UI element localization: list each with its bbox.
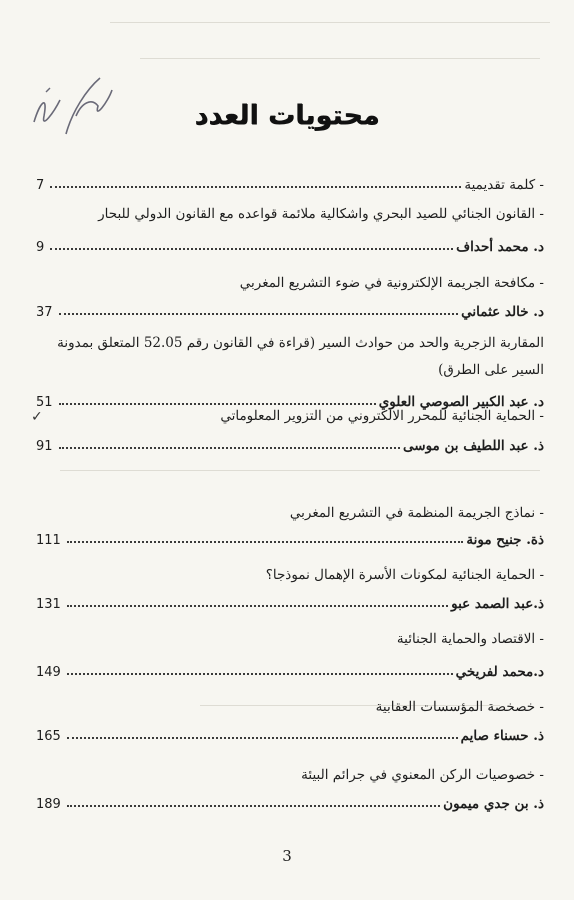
bleed-through-line (140, 58, 540, 59)
toc-entry-row (36, 658, 544, 680)
dot-leader (67, 541, 464, 543)
toc-entry-title: - مكافحة الجريمة الإلكترونية في ضوء التشريع المغربي (239, 275, 544, 291)
toc-page-number: 7 (36, 178, 45, 193)
dot-leader (67, 805, 440, 807)
dot-leader (50, 248, 453, 250)
page-number: 3 (282, 847, 292, 865)
toc-entry-author: ذ. حسناء صايم (460, 728, 544, 744)
toc-entry-row (36, 432, 544, 454)
toc-entry-author: ذ. بن جدي ميمون (443, 796, 544, 812)
toc-entry-author: د. محمد أحداف (456, 239, 544, 255)
toc-page-number: 149 (36, 665, 61, 680)
toc-entry-author: ذة. جنيح مونة (466, 532, 544, 548)
toc-entry-author: د. عبد الكبير الصوصي العلوي (378, 394, 544, 410)
toc-entry-title: - كلمة تقديمية (464, 177, 544, 193)
page-title: محتويات العدد (194, 100, 380, 131)
toc-page-number: 51 (36, 395, 53, 410)
toc-entry-title: المقاربة الزجرية والحد من حوادث السير (قراءة في القانون رقم 52.05 المتعلق بمدونة السير على الطرق) (57, 335, 544, 378)
check-mark-icon: ✓ (31, 409, 43, 425)
toc-entry-title: - نماذج الجريمة المنظمة في التشريع المغربي (289, 505, 544, 521)
toc-page-number: 111 (36, 533, 61, 548)
toc-page-number: 9 (36, 240, 45, 255)
toc-entry-author: ذ. عبد اللطيف بن موسى (403, 438, 544, 454)
toc-page-number: 91 (36, 439, 53, 454)
toc-entry-author: د. خالد عثماني (461, 304, 544, 320)
bleed-through-line (110, 22, 550, 23)
toc-entry-row (36, 526, 544, 548)
toc-entry-row (36, 722, 544, 744)
toc-entry-title: - الاقتصاد والحماية الجنائية (396, 631, 544, 647)
dot-leader (50, 186, 461, 188)
dot-leader (67, 605, 448, 607)
toc-page-number: 37 (36, 305, 53, 320)
toc-entry-row (36, 233, 544, 255)
bleed-through-line (60, 470, 540, 471)
toc-entry-row (36, 298, 544, 320)
toc-page-number: 165 (36, 729, 61, 744)
toc-entry-author: د.محمد لفريخي (455, 664, 544, 680)
toc-entry-title: - الحماية الجنائية لمكونات الأسرة الإهمال نموذجا؟ (265, 567, 544, 583)
dot-leader (67, 673, 453, 675)
toc-page-number: 189 (36, 797, 61, 812)
toc-entry-author: ذ.عبد الصمد عبو (451, 596, 544, 612)
toc-entry-row (36, 790, 544, 812)
toc-page-number: 131 (36, 597, 61, 612)
dot-leader (67, 737, 458, 739)
toc-entry-title: - خصوصيات الركن المعنوي في جرائم البيئة (301, 767, 544, 783)
toc-entry-title: - خصخصة المؤسسات العقابية (375, 699, 544, 715)
toc-entry-title: - الحماية الجنائية للمحرر الالكتروني من التزوير المعلوماتي (220, 408, 544, 424)
toc-entry-row (36, 171, 544, 193)
toc-entry-row (36, 590, 544, 612)
dot-leader (59, 447, 400, 449)
dot-leader (59, 313, 459, 315)
toc-entry-title: - القانون الجنائي للصيد البحري واشكالية ملائمة قواعده مع القانون الدولي للبحار (98, 206, 544, 222)
